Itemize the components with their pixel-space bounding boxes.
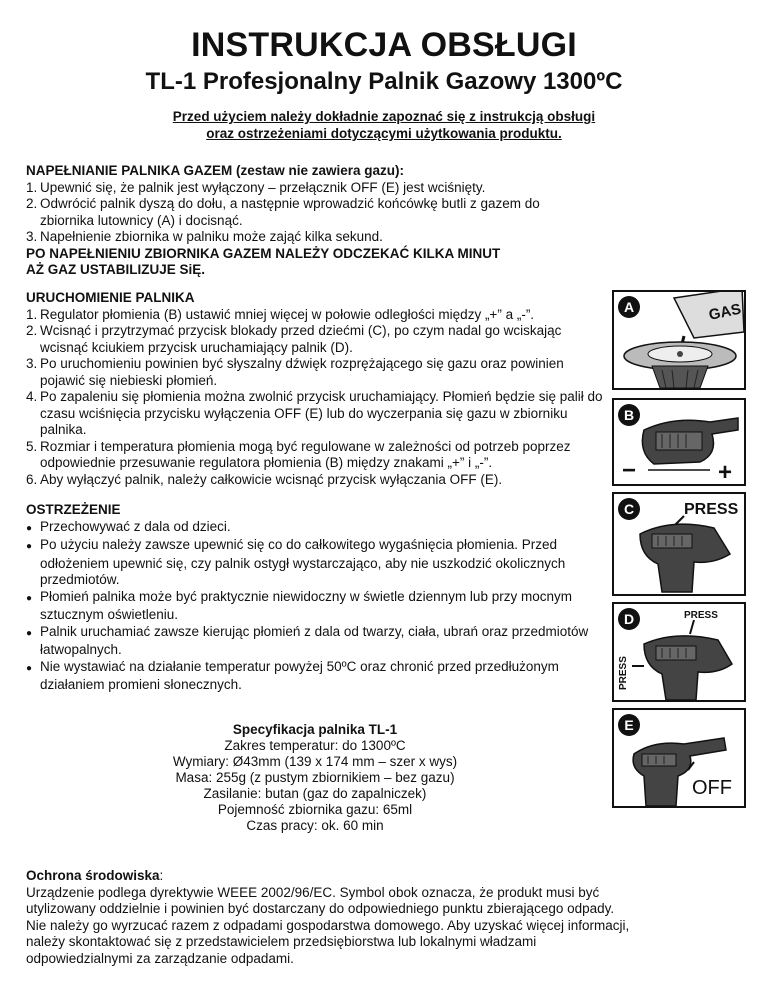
intro-line: Przed użyciem należy dokładnie zapoznać się z instrukcją obsługi xyxy=(172,109,596,124)
warning-list xyxy=(26,519,616,694)
list-item: ● Nie wystawiać na działanie temperatur powyżej 50ºC oraz chronić przed przedłużonym działaniem promieni słonecznych. xyxy=(26,658,559,692)
spec-line: Wymiary: Ø43mm (139 x 174 mm – szer x wys) xyxy=(172,754,458,769)
bullet-icon: ● xyxy=(26,522,33,534)
figure-letter: A xyxy=(623,299,635,315)
environment-heading: Ochrona środowiska xyxy=(26,868,160,883)
figure-b xyxy=(612,398,746,486)
figure-letter: B xyxy=(623,407,635,423)
figure-e xyxy=(612,708,746,808)
filling-note: PO NAPEŁNIENIU ZBIORNIKA GAZEM NALEŻY ODCZEKAĆ KILKA MINUT xyxy=(26,245,501,261)
press-label: PRESS xyxy=(618,656,629,690)
warning-heading: OSTRZEŻENIE xyxy=(26,502,121,517)
arrow-icon xyxy=(690,620,694,634)
environment-section: Ochrona środowiska: Urządzenie podlega dyrektywie WEEE 2002/96/EC. Symbol obok oznacza, że produkt musi być utylizowany oddzielnie i powinien być dostarczany do odpowiedniego punktu zbierającego odpady. Nie należy go wyrzucać razem z odpadami gospodarstwa domowego. Aby uzyskać więcej informacji, należy skontaktować się z przedstawicielem przedsiębiorstwa lub lokalnymi władzami odpowiedzialnymi za zarządzanie odpadami. xyxy=(26,868,636,967)
intro-line: oraz ostrzeżeniami dotyczącymi użytkowania produktu. xyxy=(206,126,562,141)
minus-icon: − xyxy=(622,457,637,484)
spec-line: Pojemność zbiornika gazu: 65ml xyxy=(217,802,413,817)
list-item: 6. Aby wyłączyć palnik, należy całkowicie wcisnąć przycisk wyłączania OFF (E). xyxy=(26,471,503,487)
bullet-icon: ● xyxy=(26,662,33,674)
list-item: ● Płomień palnika może być praktycznie niewidoczny w świetle dziennym lub przy mocnym sztucznym oświetleniu. xyxy=(26,588,572,622)
figure-a xyxy=(612,290,746,390)
spec-line: Czas pracy: ok. 60 min xyxy=(246,818,384,833)
spec-line: Zakres temperatur: do 1300ºC xyxy=(224,738,406,753)
list-item: 3. Po uruchomieniu powinien być słyszalny dźwięk rozprężającego się gazu oraz powinien pojawić się niebieski płomień. xyxy=(26,356,564,388)
list-item: 5. Rozmiar i temperatura płomienia mogą być regulowane w zależności od potrzeb poprzez odpowiednie przesuwanie regulatora płomienia (B) między znakami „+” i „-”. xyxy=(26,438,571,470)
list-item: 2. Odwrócić palnik dyszą do dołu, a następnie wprowadzić końcówkę butli z gazem do zbiornika lutownicy (A) i docisnąć. xyxy=(26,196,540,228)
intro-notice xyxy=(0,108,768,142)
environment-text: Urządzenie podlega dyrektywie WEEE 2002/96/EC. Symbol obok oznacza, że produkt musi być utylizowany oddzielnie i powinien być dostarczany do odpowiedniego punktu zbierającego odpady. Nie należy go wyrzucać razem z odpadami gospodarstwa domowego. Aby uzyskać więcej informacji, należy skontaktować się z przedstawicielem przedsiębiorstwa lub lokalnymi władzami odpowiedzialnymi za zarządzanie odpadami. xyxy=(26,884,630,966)
spec-section xyxy=(150,722,480,834)
filling-heading: NAPEŁNIANIE PALNIKA GAZEM (zestaw nie zawiera gazu): xyxy=(26,163,405,178)
svg-text:GAS: GAS xyxy=(707,300,743,324)
bullet-icon: ● xyxy=(26,592,33,604)
figure-letter: D xyxy=(623,611,635,627)
list-item: 2. Wcisnąć i przytrzymać przycisk blokady przed dziećmi (C), po czym nadal go wciskając wcisnąć kciukiem przycisk uruchamiający palnik (D). xyxy=(26,323,562,355)
figure-letter: C xyxy=(623,501,635,517)
bullet-icon: ● xyxy=(26,627,33,639)
list-item: 4. Po zapaleniu się płomienia można zwolnić przycisk uruchamiający. Płomień będzie się palił do czasu wciśnięcia przycisku wyłączenia OFF (E) lub do wyczerpania się gazu w zbiorniku palnika. xyxy=(26,389,603,437)
press-label: PRESS xyxy=(684,501,739,518)
spec-heading: Specyfikacja palnika TL-1 xyxy=(232,722,398,737)
filling-list xyxy=(26,180,586,246)
list-item: 3. Napełnienie zbiornika w palniku może zająć kilka sekund. xyxy=(26,229,383,244)
starting-section xyxy=(26,290,606,488)
off-label: OFF xyxy=(692,777,732,799)
figure-d xyxy=(612,602,746,702)
page-title: INSTRUKCJA OBSŁUGI xyxy=(191,26,577,64)
torch-base-icon xyxy=(624,342,736,388)
torch-icon xyxy=(644,636,732,700)
bullet-icon: ● xyxy=(26,541,33,552)
filling-note: AŻ GAZ USTABILIZUJE SiĘ. xyxy=(26,262,206,277)
press-label: PRESS xyxy=(684,610,718,621)
list-item: ● Przechowywać z dala od dzieci. xyxy=(26,519,616,538)
torch-icon xyxy=(640,524,730,592)
figure-letter: E xyxy=(624,717,634,733)
figure-c xyxy=(612,492,746,596)
warning-section xyxy=(26,502,616,694)
starting-heading: URUCHOMIENIE PALNIKA xyxy=(26,290,195,305)
list-item: 1. Upewnić się, że palnik jest wyłączony – przełącznik OFF (E) jest wciśnięty. xyxy=(26,179,486,195)
list-item: ● Po użyciu należy zawsze upewnić się co do całkowitego wygaśnięcia płomienia. Przed odłożeniem upewnić się, czy palnik ostygł wystarczająco, aby nie uszkodzić okolicznych przedmiotów. xyxy=(26,537,566,587)
page-subtitle: TL-1 Profesjonalny Palnik Gazowy 1300ºC xyxy=(145,68,623,95)
filling-section xyxy=(26,163,586,279)
plus-icon: + xyxy=(718,459,733,484)
spec-line: Masa: 255g (z pustym zbiornikiem – bez gazu) xyxy=(175,770,455,785)
torch-icon xyxy=(642,418,738,464)
list-item: ● Palnik uruchamiać zawsze kierując płomień z dala od twarzy, ciała, ubrań oraz przedmiotów łatwopalnych. xyxy=(26,623,589,657)
list-item: 1. Regulator płomienia (B) ustawić mniej więcej w połowie odległości między „+” a „-”. xyxy=(26,306,535,322)
spec-line: Zasilanie: butan (gaz do zapalniczek) xyxy=(203,786,427,801)
starting-list xyxy=(26,307,606,489)
